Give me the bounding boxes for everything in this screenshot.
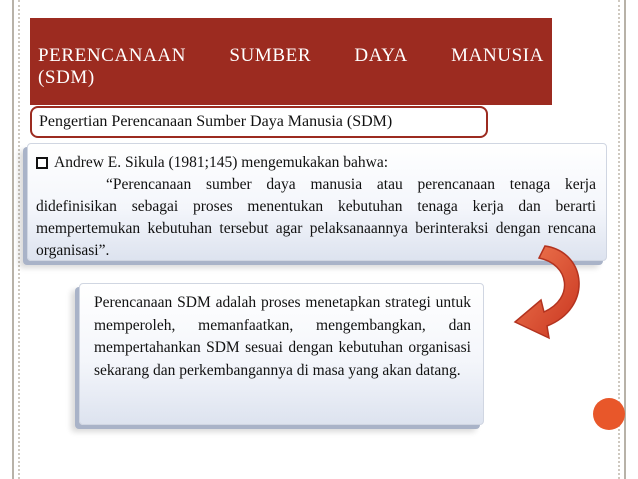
curved-arrow-icon	[495, 238, 595, 358]
summary-box	[79, 283, 484, 425]
left-decor-line	[12, 0, 14, 479]
title-word: PERENCANAAN	[38, 45, 187, 66]
checkbox-bullet-icon	[36, 157, 48, 169]
decorative-circle-icon	[593, 398, 625, 430]
slide-subtitle: Pengertian Perencanaan Sumber Daya Manusia (SDM)	[30, 106, 488, 138]
quote-lead: Andrew E. Sikula (1981;145) mengemukakan bahwa:	[54, 154, 389, 171]
title-word: SUMBER	[229, 45, 312, 66]
title-word: DAYA	[354, 45, 408, 66]
left-decor-dots	[18, 0, 20, 479]
title-word: MANUSIA	[451, 45, 544, 66]
slide-title	[30, 18, 552, 105]
title-line2: (SDM)	[38, 67, 95, 88]
quote-body: “Perencanaan sumber daya manusia atau perencanaan tenaga kerja didefinisikan sebagai proses menentukan kebutuhan tenaga kerja dan berarti mempertemukan kebutuhan tersebut agar pelaksanaannya berinteraksi dengan rencana organisasi”.	[36, 176, 596, 259]
summary-text: Perencanaan SDM adalah proses menetapkan strategi untuk memperoleh, memanfaatkan, mengembangkan, dan mempertahankan SDM sesuai dengan kebutuhan organisasi sekarang dan perkembangannya di masa yang akan datang.	[94, 294, 471, 379]
right-decor-line	[624, 0, 626, 479]
